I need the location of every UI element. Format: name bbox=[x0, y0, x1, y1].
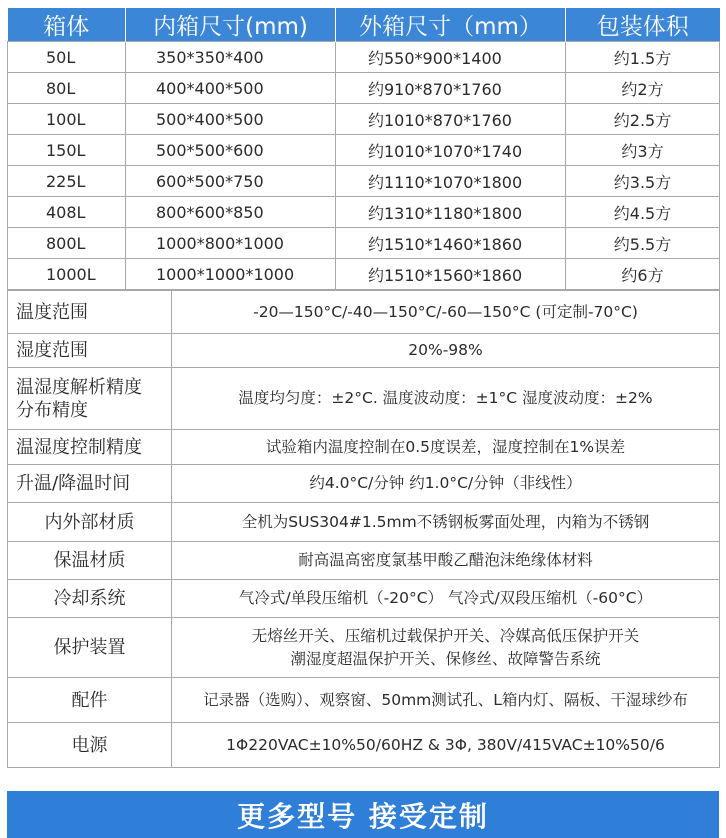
spec-value-line: 无熔丝开关、压缩机过载保护开关、冷媒高低压保护开关 bbox=[251, 626, 640, 645]
spec-label bbox=[8, 580, 172, 618]
cell-outer-size: 约1310*1180*1800 bbox=[336, 197, 566, 228]
cell-inner-size: 500*500*600 bbox=[126, 135, 336, 166]
cell-cabinet: 800L bbox=[8, 228, 126, 259]
header-package-volume: 包装体积 bbox=[566, 8, 720, 42]
spec-table bbox=[7, 290, 720, 768]
spec-label-line: 分布精度 bbox=[16, 399, 88, 421]
spec-label-line: 温度范围 bbox=[16, 301, 88, 323]
spec-value bbox=[172, 291, 720, 334]
cell-package-volume: 约6方 bbox=[566, 259, 720, 290]
spec-value bbox=[172, 580, 720, 618]
header-inner-size: 内箱尺寸(mm) bbox=[126, 8, 336, 42]
table-row bbox=[8, 580, 720, 618]
table-row bbox=[8, 73, 720, 104]
spec-label bbox=[8, 465, 172, 503]
spec-value bbox=[172, 334, 720, 368]
cell-package-volume: 约5.5方 bbox=[566, 228, 720, 259]
spec-label-line: 温湿度控制精度 bbox=[16, 436, 142, 458]
cell-cabinet: 50L bbox=[8, 42, 126, 73]
table-row bbox=[8, 166, 720, 197]
spec-value bbox=[172, 503, 720, 542]
spec-value bbox=[172, 368, 720, 430]
cell-inner-size: 500*400*500 bbox=[126, 104, 336, 135]
spec-value-line: 1Φ220VAC±10%50/60HZ & 3Φ, 380V/415VAC±10%50/6 bbox=[226, 735, 665, 754]
cell-package-volume: 约4.5方 bbox=[566, 197, 720, 228]
spec-label bbox=[8, 368, 172, 430]
spec-value-line: 全机为SUS304#1.5mm不锈钢板雾面处理，内箱为不锈钢 bbox=[241, 512, 650, 531]
table-row bbox=[8, 618, 720, 678]
table-row bbox=[8, 430, 720, 465]
spec-value bbox=[172, 465, 720, 503]
cell-cabinet: 1000L bbox=[8, 259, 126, 290]
spec-value-line: 耐高温高密度氯基甲酸乙醋泡沫绝缘体材料 bbox=[298, 551, 593, 569]
spec-label-line: 温湿度解析精度 bbox=[16, 376, 142, 398]
spec-label bbox=[8, 618, 172, 678]
cell-outer-size: 约910*870*1760 bbox=[336, 73, 566, 104]
spec-label bbox=[8, 334, 172, 368]
spec-label bbox=[8, 723, 172, 768]
spec-value bbox=[172, 618, 720, 678]
spec-value-line: 试验箱内温度控制在0.5度误差，湿度控制在1%误差 bbox=[265, 437, 626, 456]
spec-value-line: 20%-98% bbox=[408, 341, 483, 359]
spec-value bbox=[172, 542, 720, 580]
spec-value-line: 潮湿度超温保护开关、保修丝、故障警告系统 bbox=[290, 649, 601, 668]
table-row bbox=[8, 368, 720, 430]
table-row bbox=[8, 197, 720, 228]
table-row bbox=[8, 104, 720, 135]
cell-inner-size: 600*500*750 bbox=[126, 166, 336, 197]
spec-value-line: 记录器（选购）、观察窗、50mm测试孔、L箱内灯、隔板、干湿球纱布 bbox=[203, 690, 688, 709]
table-row bbox=[8, 259, 720, 290]
spec-label-line: 保护装置 bbox=[53, 637, 126, 658]
cell-cabinet: 408L bbox=[8, 197, 126, 228]
cell-inner-size: 400*400*500 bbox=[126, 73, 336, 104]
table-row bbox=[8, 723, 720, 768]
spec-label bbox=[8, 430, 172, 465]
spec-label-line: 配件 bbox=[71, 689, 108, 711]
cell-cabinet: 100L bbox=[8, 104, 126, 135]
cell-package-volume: 约3方 bbox=[566, 135, 720, 166]
size-table-header-row bbox=[8, 8, 720, 42]
spec-table-body bbox=[8, 291, 720, 768]
cell-inner-size: 800*600*850 bbox=[126, 197, 336, 228]
cell-outer-size: 约1010*870*1760 bbox=[336, 104, 566, 135]
spec-value-line: -20—150°C/-40—150°C/-60—150°C (可定制-70°C) bbox=[253, 302, 638, 321]
spec-label bbox=[8, 291, 172, 334]
spec-label bbox=[8, 542, 172, 580]
spec-label-line: 电源 bbox=[71, 734, 108, 756]
spec-label-line: 保温材质 bbox=[53, 550, 126, 571]
cell-cabinet: 150L bbox=[8, 135, 126, 166]
spec-value-line: 气冷式/单段压缩机（-20°C） 气冷式/双段压缩机（-60°C） bbox=[238, 589, 653, 607]
spec-value bbox=[172, 430, 720, 465]
spec-value-line: 约4.0°C/分钟 约1.0°C/分钟（非线性） bbox=[309, 474, 582, 492]
table-row bbox=[8, 228, 720, 259]
cell-outer-size: 约1110*1070*1800 bbox=[336, 166, 566, 197]
cell-inner-size: 350*350*400 bbox=[126, 42, 336, 73]
spec-label bbox=[8, 503, 172, 542]
cell-package-volume: 约2方 bbox=[566, 73, 720, 104]
spec-label-line: 内外部材质 bbox=[44, 511, 135, 533]
spec-value-line: 温度均匀度：±2°C. 温度波动度：±1°C 湿度波动度：±2% bbox=[238, 389, 653, 407]
cell-cabinet: 225L bbox=[8, 166, 126, 197]
spec-label bbox=[8, 678, 172, 723]
header-cabinet: 箱体 bbox=[8, 8, 126, 42]
header-outer-size: 外箱尺寸（mm） bbox=[336, 8, 566, 42]
cell-outer-size: 约550*900*1400 bbox=[336, 42, 566, 73]
table-row bbox=[8, 135, 720, 166]
spec-label-line: 升温/降温时间 bbox=[16, 473, 131, 494]
spec-label-line: 冷却系统 bbox=[53, 588, 126, 609]
custom-models-banner: 更多型号 接受定制 bbox=[7, 791, 719, 838]
cell-inner-size: 1000*800*1000 bbox=[126, 228, 336, 259]
cell-outer-size: 约1510*1560*1860 bbox=[336, 259, 566, 290]
cell-inner-size: 1000*1000*1000 bbox=[126, 259, 336, 290]
cell-outer-size: 约1510*1460*1860 bbox=[336, 228, 566, 259]
table-row bbox=[8, 465, 720, 503]
cell-outer-size: 约1010*1070*1740 bbox=[336, 135, 566, 166]
size-table-body bbox=[8, 42, 720, 290]
spec-value bbox=[172, 678, 720, 723]
cell-package-volume: 约3.5方 bbox=[566, 166, 720, 197]
table-row bbox=[8, 334, 720, 368]
spec-label-line: 湿度范围 bbox=[16, 340, 88, 361]
table-row bbox=[8, 291, 720, 334]
table-row bbox=[8, 42, 720, 73]
table-row bbox=[8, 678, 720, 723]
spec-value bbox=[172, 723, 720, 768]
cell-cabinet: 80L bbox=[8, 73, 126, 104]
table-row bbox=[8, 503, 720, 542]
size-table bbox=[7, 8, 720, 290]
cell-package-volume: 约1.5方 bbox=[566, 42, 720, 73]
cell-package-volume: 约2.5方 bbox=[566, 104, 720, 135]
table-row bbox=[8, 542, 720, 580]
